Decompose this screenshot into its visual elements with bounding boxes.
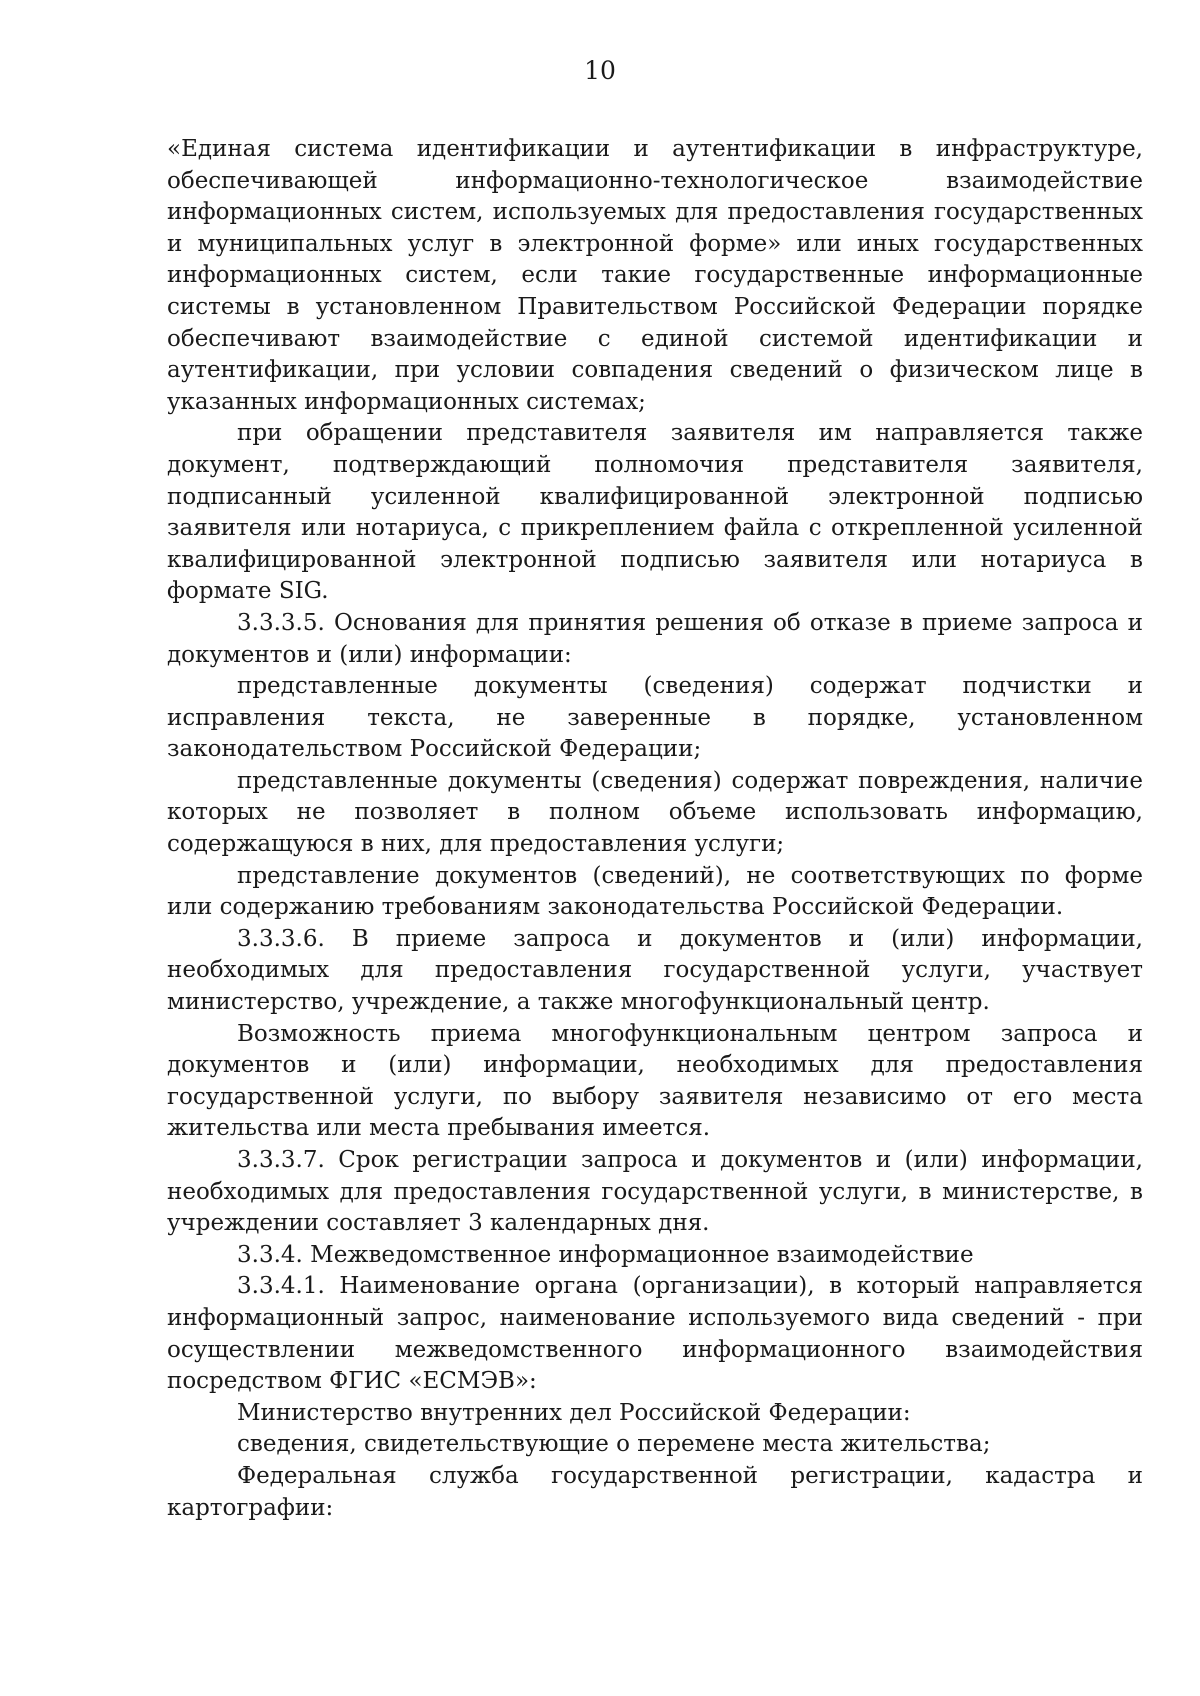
document-body	[167, 134, 1143, 1524]
paragraph-section-3-3-3-5: 3.3.3.5. Основания для принятия решения об отказе в приеме запроса и документов и (или) информации:	[167, 609, 1143, 668]
paragraph-refusal-ground-3: представление документов (сведений), не соответствующих по форме или содержанию требованиям законодательства Российской Федерации.	[167, 862, 1143, 921]
paragraph-rosreestr: Федеральная служба государственной регистрации, кадастра и картографии:	[167, 1462, 1143, 1521]
paragraph-mfc-possibility: Возможность приема многофункциональным центром запроса и документов и (или) информации, необходимых для предоставления государственной услуги, по выбору заявителя независимо от его места жительства или места пребывания имеется.	[167, 1020, 1143, 1142]
bottom-margin	[167, 1560, 1143, 1660]
paragraph-refusal-ground-2: представленные документы (сведения) содержат повреждения, наличие которых не позволяет в полном объеме использовать информацию, содержащуюся в них, для предоставления услуги;	[167, 767, 1143, 858]
paragraph-refusal-ground-1: представленные документы (сведения) содержат подчистки и исправления текста, не заверенные в порядке, установленном законодательством Российской Федерации;	[167, 673, 1143, 763]
paragraph-section-3-3-4-1: 3.3.4.1. Наименование органа (организации), в который направляется информационный запрос, наименование используемого вида сведений - при осуществлении межведомственного информационного взаимодействия посредством ФГИС «ЕСМЭВ»:	[167, 1273, 1143, 1395]
paragraph-mvd: Министерство внутренних дел Российской Федерации:	[237, 1399, 911, 1426]
paragraph-esia-continuation: «Единая система идентификации и аутентификации в инфраструктуре, обеспечивающей информационно-технологическое взаимодействие информационных систем, используемых для предоставления государственных и муниципальных услуг в электронной форме» или иных государственных информационных систем, если такие государственные информационные системы в установленном Правительством Российской Федерации порядке обеспечивают взаимодействие с единой системой идентификации и аутентификации, при условии совпадения сведений о физическом лице в указанных информационных системах;	[167, 136, 1143, 415]
page-number: 10	[584, 56, 616, 85]
paragraph-representative-document: при обращении представителя заявителя им направляется также документ, подтверждающий полномочия представителя заявителя, подписанный усиленной квалифицированной электронной подписью заявителя или нотариуса, с прикреплением файла с открепленной усиленной квалифицированной электронной подписью заявителя или нотариуса в формате SIG.	[167, 420, 1143, 605]
paragraph-section-3-3-3-6: 3.3.3.6. В приеме запроса и документов и (или) информации, необходимых для предоставления государственной услуги, участвует министерство, учреждение, а также многофункциональный центр.	[167, 925, 1143, 1016]
paragraph-section-3-3-4: 3.3.4. Межведомственное информационное взаимодействие	[237, 1241, 974, 1268]
paragraph-mvd-info: сведения, свидетельствующие о перемене места жительства;	[237, 1431, 991, 1458]
paragraph-section-3-3-3-7: 3.3.3.7. Срок регистрации запроса и документов и (или) информации, необходимых для предоставления государственной услуги, в министерстве, в учреждении составляет 3 календарных дня.	[167, 1147, 1143, 1237]
